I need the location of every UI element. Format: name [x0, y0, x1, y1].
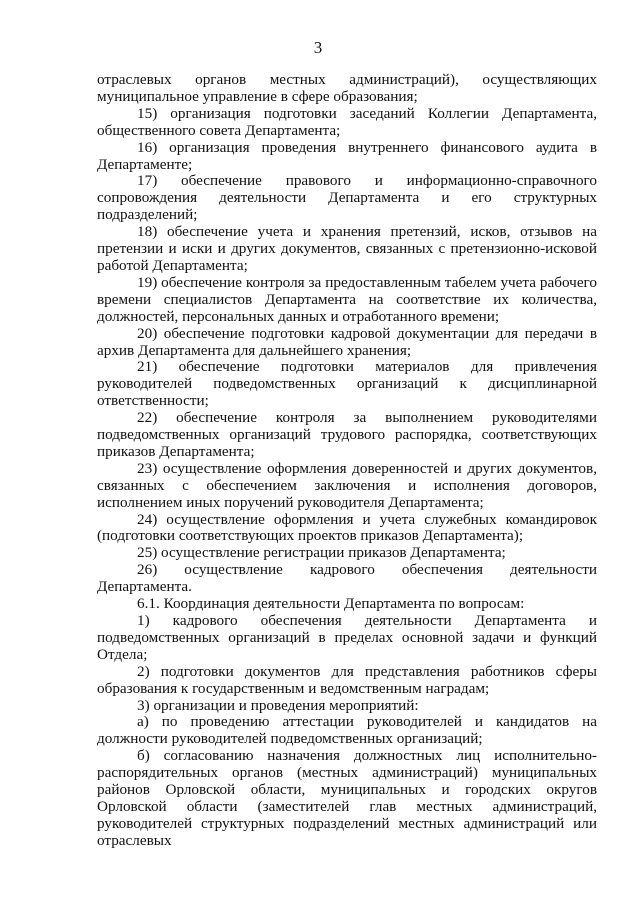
- paragraph-10: 23) осуществление оформления доверенностей и других документов, связанных с обеспечением заключения и исполнения договоров, исполнением иных поручений руководителя Департамента;: [97, 459, 597, 511]
- paragraph-17: 3) организации и проведения мероприятий:: [137, 696, 419, 714]
- paragraph-19: б) согласованию назначения должностных лиц исполнительно-распорядительных органов (местных администраций) муниципальных районов Орловской области, муниципальных и городских округов Орловской области (заместителей глав местных администраций, руководителей структурных подразделений местных администраций или отраслевых: [97, 747, 597, 849]
- paragraph-9: 22) обеспечение контроля за выполнением руководителями подведомственных организаций трудового распорядка, соответствующих приказов Департамента;: [97, 409, 597, 460]
- paragraph-15: 1) кадрового обеспечения деятельности Департамента и подведомственных организаций в пределах основной задачи и функций Отдела;: [97, 612, 597, 663]
- paragraph-16: 2) подготовки документов для представления работников сферы образования к государственным и ведомственным наградам;: [97, 662, 597, 697]
- document-body: [97, 72, 597, 850]
- paragraph-1: отраслевых органов местных администраций), осуществляющих муниципальное управление в сфере образования;: [97, 71, 597, 105]
- paragraph-12: 25) осуществление регистрации приказов Департамента;: [137, 544, 506, 562]
- paragraph-18: а) по проведению аттестации руководителей и кандидатов на должности руководителей подведомственных организаций;: [97, 713, 597, 748]
- paragraph-7: 20) обеспечение подготовки кадровой документации для передачи в архив Департамента для дальнейшего хранения;: [97, 324, 597, 359]
- paragraph-6: 19) обеспечение контроля за предоставленным табелем учета рабочего времени специалистов Департамента на соответствие их количества, должностей, персональных данных и отработанного времени;: [97, 273, 597, 325]
- paragraph-14: 6.1. Координация деятельности Департамента по вопросам:: [137, 595, 525, 613]
- paragraph-8: 21) обеспечение подготовки материалов для привлечения руководителей подведомственных организаций к дисциплинарной ответственности;: [97, 358, 597, 410]
- paragraph-3: 16) организация проведения внутреннего финансового аудита в Департаменте;: [97, 138, 597, 173]
- paragraph-4: 17) обеспечение правового и информационно-справочного сопровождения деятельности Департамента и его структурных подразделений;: [97, 172, 597, 224]
- page-number: 3: [313, 38, 323, 57]
- paragraph-13: 26) осуществление кадрового обеспечения деятельности Департамента.: [97, 561, 597, 596]
- paragraph-5: 18) обеспечение учета и хранения претензий, исков, отзывов на претензии и иски и других документов, связанных с претензионно-исковой работой Департамента;: [97, 223, 597, 274]
- paragraph-2: 15) организация подготовки заседаний Коллегии Департамента, общественного совета Департамента;: [97, 104, 597, 139]
- paragraph-11: 24) осуществление оформления и учета служебных командировок (подготовки соответствующих проектов приказов Департамента);: [97, 510, 597, 545]
